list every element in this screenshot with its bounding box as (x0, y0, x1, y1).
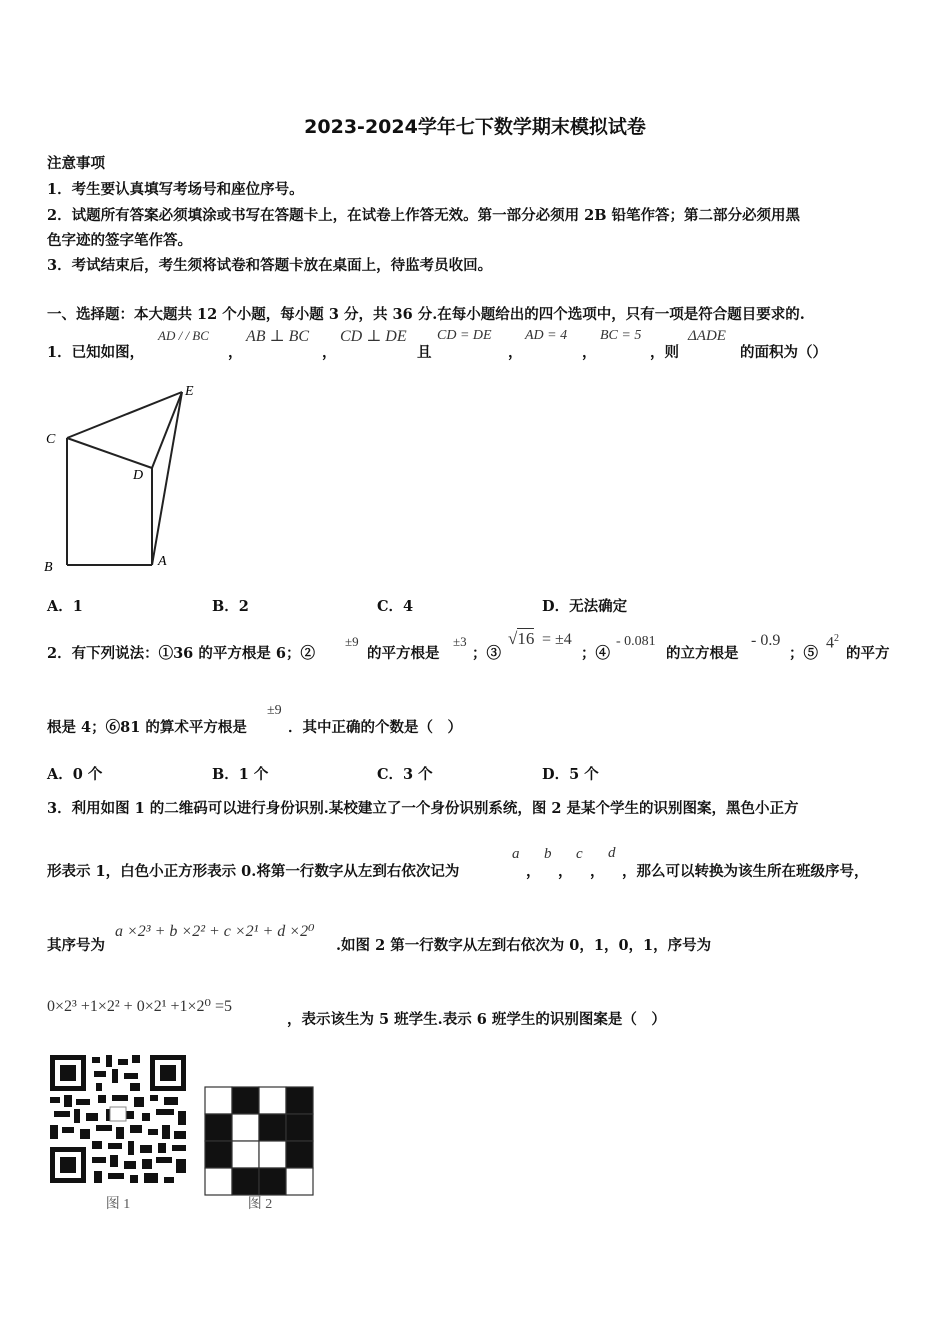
q2-pm3: ±3 (453, 634, 467, 649)
q3-formula-general: a ×2³ + b ×2² + c ×2¹ + d ×2⁰ (115, 923, 315, 940)
grid-cell (259, 1114, 286, 1141)
label-c: C (46, 432, 56, 447)
q1-triangle: ΔADE (688, 328, 726, 344)
q1-option-b: B．2 (212, 598, 249, 615)
grid-cell (205, 1114, 232, 1141)
q1-comma-4: ， (582, 344, 597, 361)
q3-var-c: c (576, 846, 583, 862)
q2-pm9: ±9 (345, 634, 359, 649)
grid-cell (286, 1141, 313, 1168)
q2-text-7: 的平方 (846, 645, 890, 662)
grid-cell (232, 1114, 259, 1141)
grid-cell (286, 1087, 313, 1114)
grid-figure (203, 1085, 318, 1220)
q3-line1: 3．利用如图 1 的二维码可以进行身份识别.某校建立了一个身份识别系统，图 2 是某个学生的识别图案，黑色小正方 (47, 800, 799, 817)
q1-then: ，则 (650, 344, 679, 361)
q2-option-b: B．1 个 (212, 766, 269, 783)
grid-cell (259, 1168, 286, 1195)
q2-text-1: 2．有下列说法：①36 的平方根是 6；② (47, 645, 315, 662)
q2-text-4: ；④ (581, 645, 610, 662)
q1-cond-bc: BC = 5 (600, 328, 642, 343)
grid-cell (232, 1087, 259, 1114)
q2-text-5: 的立方根是 (666, 645, 739, 662)
grid-cell (259, 1087, 286, 1114)
notice-heading: 注意事项 (47, 155, 105, 172)
fig1-caption: 图 1 (105, 1197, 131, 1212)
q3-var-a: a (512, 846, 520, 862)
grid-cell (232, 1141, 259, 1168)
q3-sep-3: ， (590, 863, 605, 880)
notice-item-2-cont: 色字迹的签字笔作答。 (47, 232, 192, 249)
q2-option-d: D．5 个 (542, 766, 599, 783)
q1-comma-2: ， (322, 344, 337, 361)
q3-line2-a: 形表示 1，白色小正方形表示 0.将第一行数字从左到右依次记为 (47, 863, 460, 880)
q2-line2-a: 根是 4；⑥81 的算术平方根是 (47, 719, 247, 736)
fig2-caption: 图 2 (247, 1197, 273, 1212)
q3-var-b: b (544, 846, 552, 862)
q2-option-a: A．0 个 (47, 766, 103, 783)
q2-option-c: C．3 个 (377, 766, 433, 783)
q3-line3-b: .如图 2 第一行数字从左到右依次为 0，1，0，1，序号为 (336, 937, 712, 954)
qr-code-figure (50, 1055, 190, 1220)
notice-item-2: 2．试题所有答案必须填涂或书写在答题卡上，在试卷上作答无效。第一部分必须用 2B 铅笔作答；第二部分必须用黑 (47, 207, 801, 224)
q2-text-2: 的平方根是 (367, 645, 440, 662)
q1-cond-perp-cd: CD ⊥ DE (340, 328, 407, 345)
q1-comma-1: ， (228, 344, 243, 361)
section-heading: 一、选择题：本大题共 12 个小题，每小题 3 分，共 36 分.在每小题给出的四个选项中，只有一项是符合题目要求的. (47, 306, 805, 323)
grid-cell (286, 1168, 313, 1195)
grid-cell (205, 1087, 232, 1114)
grid-cell (205, 1141, 232, 1168)
q1-cond-parallel: AD / / BC (158, 328, 209, 343)
q2-neg081: - 0.081 (616, 634, 656, 649)
q2-four: 4 (826, 634, 834, 652)
q3-line3-a: 其序号为 (47, 937, 105, 954)
q2-sup2: 2 (834, 633, 839, 644)
grid-cell (232, 1168, 259, 1195)
q1-prefix: 1．已知如图， (47, 344, 145, 361)
grid-cells (205, 1087, 313, 1195)
q3-var-d: d (608, 845, 616, 861)
grid-cell (259, 1141, 286, 1168)
label-b: B (44, 560, 53, 575)
q1-cond-perp-ab: AB ⊥ BC (246, 328, 310, 345)
q2-four-sq (826, 633, 839, 652)
q1-option-d: D．无法确定 (542, 598, 628, 615)
q2-text-6: ；⑤ (789, 645, 818, 662)
grid-cell (286, 1114, 313, 1141)
label-d: D (133, 468, 144, 483)
q3-sep-2: ， (558, 863, 573, 880)
grid-cell (205, 1168, 232, 1195)
q1-option-c: C．4 (377, 598, 414, 615)
q1-cond-equal: CD = DE (437, 328, 492, 343)
q1-comma-3: ， (508, 344, 523, 361)
page-title: 2023-2024学年七下数学期末模拟试卷 (304, 116, 646, 138)
q2-sqrt16: 16 (517, 629, 535, 648)
q1-cond-ad: AD = 4 (525, 328, 568, 343)
label-e: E (185, 384, 194, 399)
q2-line2-b: ．其中正确的个数是（ ） (288, 719, 462, 736)
q3-line4-b: ，表示该生为 5 班学生.表示 6 班学生的识别图案是（ ） (287, 1011, 666, 1028)
label-a: A (158, 554, 167, 569)
q2-semi-3: ；③ (472, 645, 501, 662)
q1-and: 且 (417, 344, 432, 361)
notice-item-1: 1．考生要认真填写考场号和座位序号。 (47, 181, 304, 198)
q2-sqrt: √16 (508, 629, 535, 648)
q1-suffix: 的面积为（） (740, 344, 827, 361)
q1-option-a: A．1 (47, 598, 83, 615)
q3-formula-example: 0×2³ +1×2² + 0×2¹ +1×2⁰ =5 (47, 998, 232, 1015)
notice-item-3: 3．考试结束后，考生须将试卷和答题卡放在桌面上，待监考员收回。 (47, 257, 493, 274)
q3-line2-b: ，那么可以转换为该生所在班级序号， (622, 863, 869, 880)
q2-eq4: = ±4 (542, 631, 572, 648)
q3-sep-1: ， (526, 863, 541, 880)
q2-neg09: - 0.9 (751, 632, 781, 649)
q1-figure (40, 375, 220, 575)
q2-line2-pm9: ±9 (267, 703, 282, 718)
